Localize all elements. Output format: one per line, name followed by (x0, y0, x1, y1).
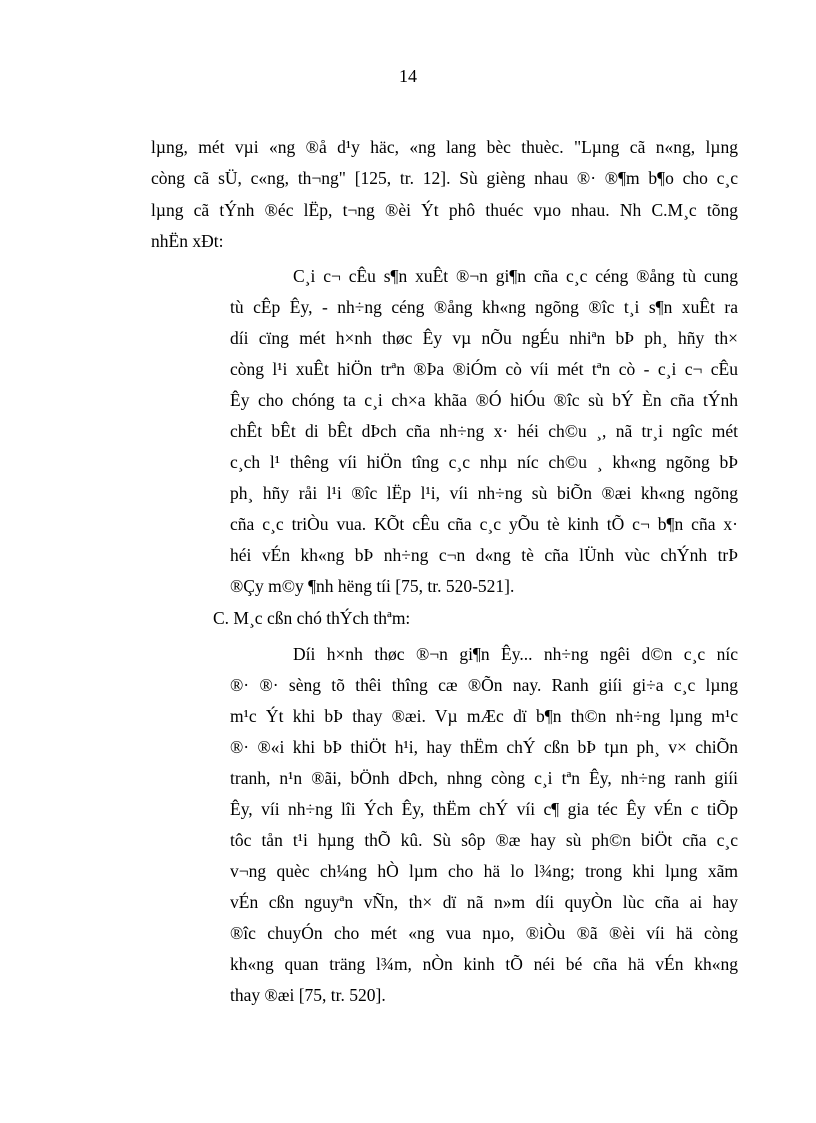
quote-line: kh«ng quan träng l¾m, nÒn kinh tÕ néi bé cña hä vÉn kh«ng (230, 954, 738, 974)
paragraph-line: lµng cã tÝnh ®éc lËp, t¬ng ®èi Ýt phô thuéc vµo nhau. Nh C.M¸c tõng (151, 200, 738, 220)
quote-line: thay ®æi [75, tr. 520]. (230, 985, 386, 1005)
quote-line: Êy cho chóng ta c¸i ch×a khãa ®Ó hiÓu ®îc sù bÝ Èn cña tÝnh (230, 390, 738, 410)
quote-line: héi vÉn kh«ng bÞ nh÷ng c¬n d«ng tè cña lÜnh vùc chÝnh trÞ (230, 545, 738, 565)
quote-line: vÉn cßn nguyªn vÑn, th× dï nã n»m díi quyÒn lùc cña ai hay (230, 892, 738, 912)
quote-line: tôc tån t¹i hµng thÕ kû. Sù sôp ®æ hay sù ph©n biÖt cña c¸c (230, 830, 738, 850)
paragraph-line: C. M¸c cßn chó thÝch thªm: (213, 608, 411, 628)
quote-line: díi cïng mét h×nh thøc Êy vµ nÕu ngÉu nhiªn bÞ ph¸ hñy th× (230, 328, 738, 348)
quote-line: ph¸ hñy råi l¹i ®îc lËp l¹i, víi nh÷ng sù biÕn ®æi kh«ng ngõng (230, 483, 738, 503)
quote-line: chÊt bÊt di bÊt dÞch cña nh÷ng x· héi ch©u ¸, nã tr¸i ngîc mét (230, 421, 738, 441)
quote-line: Díi h×nh thøc ®¬n gi¶n Êy... nh÷ng ngêi d©n c¸c níc (293, 644, 738, 664)
quote-line: tranh, n¹n ®ãi, bÖnh dÞch, nhng còng c¸i tªn Êy, nh÷ng ranh giíi (230, 768, 738, 788)
quote-line: m¹c Ýt khi bÞ thay ®æi. Vµ mÆc dï b¶n th©n nh÷ng lµng m¹c (230, 706, 738, 726)
quote-line: ®Çy m©y ¶nh hëng tíi [75, tr. 520-521]. (230, 576, 515, 596)
quote-line: ®· ®· sèng tõ thêi thîng cæ ®Õn nay. Ranh giíi gi÷a c¸c lµng (230, 675, 738, 695)
page-number: 14 (399, 66, 417, 86)
paragraph-line: nhËn xÐt: (151, 231, 224, 251)
quote-line: Êy, víi nh÷ng lîi Ých Êy, thËm chÝ víi c¶ gia téc Êy vÉn c tiÕp (230, 799, 738, 819)
quote-line: tù cÊp Êy, - nh÷ng céng ®ång kh«ng ngõng ®îc t¸i s¶n xuÊt ra (230, 297, 738, 317)
quote-line: ®· ®«i khi bÞ thiÖt h¹i, hay thËm chÝ cßn bÞ tµn ph¸ v× chiÕn (230, 737, 738, 757)
quote-line: cña c¸c triÒu vua. KÕt cÊu cña c¸c yÕu tè kinh tÕ c¬ b¶n cña x· (230, 514, 738, 534)
quote-line: C¸i c¬ cÊu s¶n xuÊt ®¬n gi¶n cña c¸c céng ®ång tù cung (293, 266, 738, 286)
quote-line: ®îc chuyÓn cho mét «ng vua nµo, ®iÒu ®ã ®èi víi hä còng (230, 923, 738, 943)
quote-line: còng l¹i xuÊt hiÖn trªn ®Þa ®iÓm cò víi mét tªn cò - c¸i c¬ cÊu (230, 359, 738, 379)
quote-line: c¸ch l¹ thêng víi hiÖn tîng c¸c nhµ níc ch©u ¸ kh«ng ngõng bÞ (230, 452, 738, 472)
paragraph-line: lµng, mét vµi «ng ®å d¹y häc, «ng lang bèc thuèc. "Lµng cã n«ng, lµng (151, 137, 738, 157)
quote-line: v¬ng quèc ch¼ng hÒ lµm cho hä lo l¾ng; trong khi lµng xãm (230, 861, 738, 881)
paragraph-line: còng cã sÜ, c«ng, th¬ng" [125, tr. 12]. Sù gièng nhau ®· ®¶m b¶o cho c¸c (151, 168, 738, 188)
